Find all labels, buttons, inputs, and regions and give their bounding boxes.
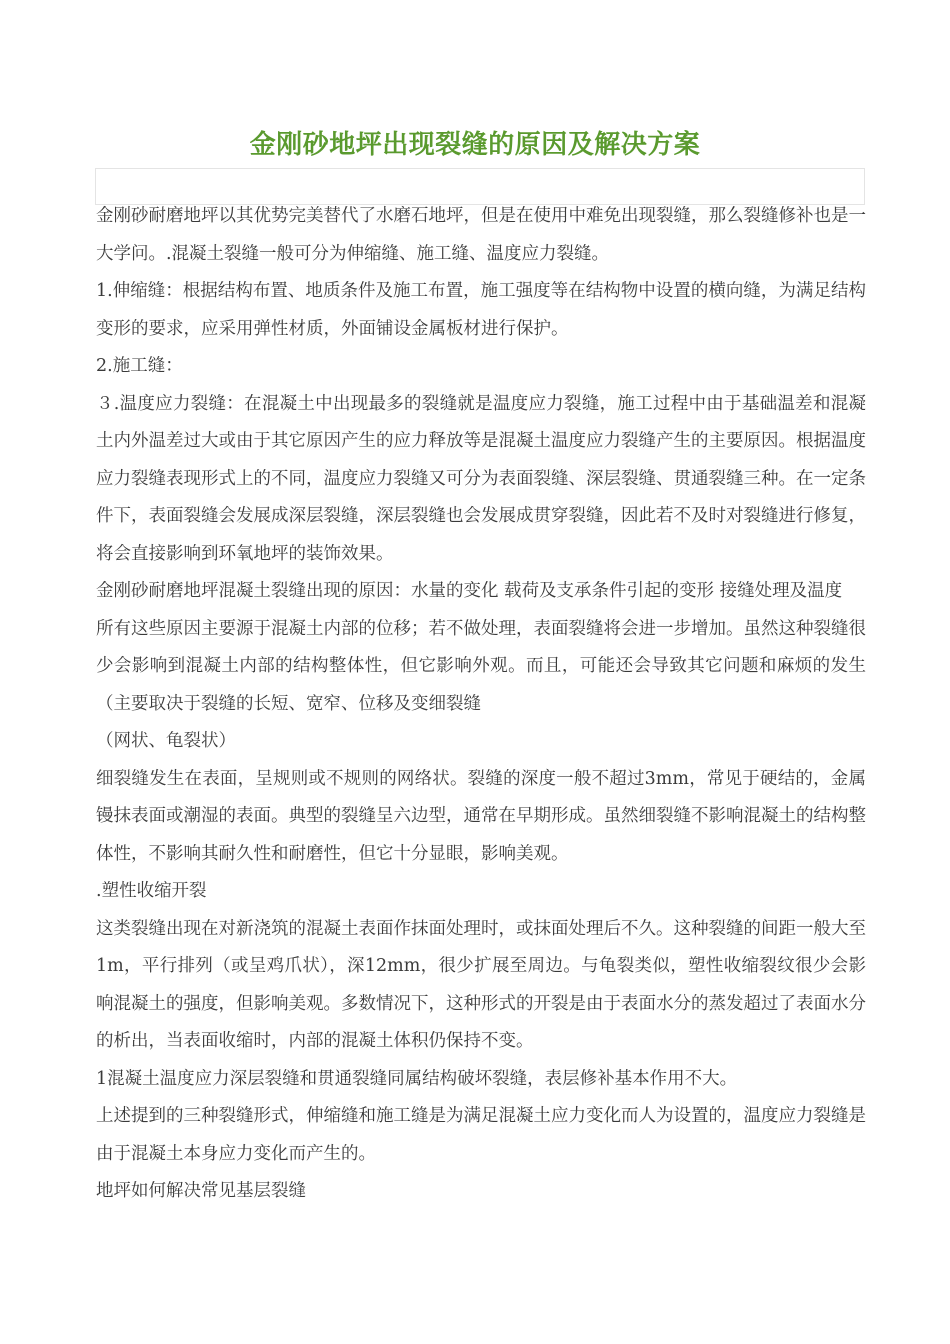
paragraph-crazing-heading: （网状、龟裂状） <box>96 731 236 751</box>
article-body <box>96 198 866 1211</box>
paragraph-plastic-shrinkage: 这类裂缝出现在对新浇筑的混凝土表面作抹面处理时，或抹面处理后不久。这种裂缝的间距一般大至1m，平行排列（或呈鸡爪状），深12mm，很少扩展至周边。与龟裂类似，塑性收缩裂纹很少会影响混凝土的强度，但影响美观。多数情况下，这种形式的开裂是由于表面水分的蒸发超过了表面水分的析出，当表面收缩时，内部的混凝土体积仍保持不变。 <box>96 918 866 1051</box>
page-title: 金刚砂地坪出现裂缝的原因及解决方案 <box>249 130 701 161</box>
paragraph-crack-causes: 金刚砂耐磨地坪混凝土裂缝出现的原因：水量的变化 载荷及支承条件引起的变形 接缝处理及温度 <box>96 581 843 601</box>
paragraph-displacement: 所有这些原因主要源于混凝土内部的位移；若不做处理，表面裂缝将会进一步增加。虽然这种裂缝很少会影响到混凝土内部的结构整体性，但它影响外观。而且，可能还会导致其它问题和麻烦的发生（主要取决于裂缝的长短、宽窄、位移及变细裂缝 <box>96 618 866 714</box>
paragraph-solution-heading: 地坪如何解决常见基层裂缝 <box>96 1181 306 1201</box>
paragraph-thermal-crack: ３.温度应力裂缝：在混凝土中出现最多的裂缝就是温度应力裂缝，施工过程中由于基础温差和混凝土内外温差过大或由于其它原因产生的应力释放等是混凝土温度应力裂缝产生的主要原因。根据温度应力裂缝表现形式上的不同，温度应力裂缝又可分为表面裂缝、深层裂缝、贯通裂缝三种。在一定条件下，表面裂缝会发展成深层裂缝，深层裂缝也会发展成贯穿裂缝，因此若不及时对裂缝进行修复，将会直接影响到环氧地坪的装饰效果。 <box>96 393 866 564</box>
paragraph-intro: 金刚砂耐磨地坪以其优势完美替代了水磨石地坪，但是在使用中难免出现裂缝，那么裂缝修补也是一大学问。.混凝土裂缝一般可分为伸缩缝、施工缝、温度应力裂缝。 <box>96 206 866 264</box>
paragraph-fine-cracks: 细裂缝发生在表面，呈规则或不规则的网络状。裂缝的深度一般不超过3mm，常见于硬结的，金属镘抹表面或潮湿的表面。典型的裂缝呈六边型，通常在早期形成。虽然细裂缝不影响混凝土的结构整体性，不影响其耐久性和耐磨性，但它十分显眼，影响美观。 <box>96 768 866 864</box>
paragraph-structural-cracks: 1混凝土温度应力深层裂缝和贯通裂缝同属结构破坏裂缝，表层修补基本作用不大。 <box>96 1068 738 1089</box>
paragraph-summary: 上述提到的三种裂缝形式，伸缩缝和施工缝是为满足混凝土应力变化而人为设置的，温度应力裂缝是由于混凝土本身应力变化而产生的。 <box>96 1106 866 1164</box>
paragraph-construction-joint: 2.施工缝： <box>96 356 183 376</box>
paragraph-expansion-joint: 1.伸缩缝：根据结构布置、地质条件及施工布置，施工强度等在结构物中设置的横向缝，为满足结构变形的要求，应采用弹性材质，外面铺设金属板材进行保护。 <box>96 281 866 339</box>
paragraph-plastic-shrinkage-heading: .塑性收缩开裂 <box>96 881 207 901</box>
